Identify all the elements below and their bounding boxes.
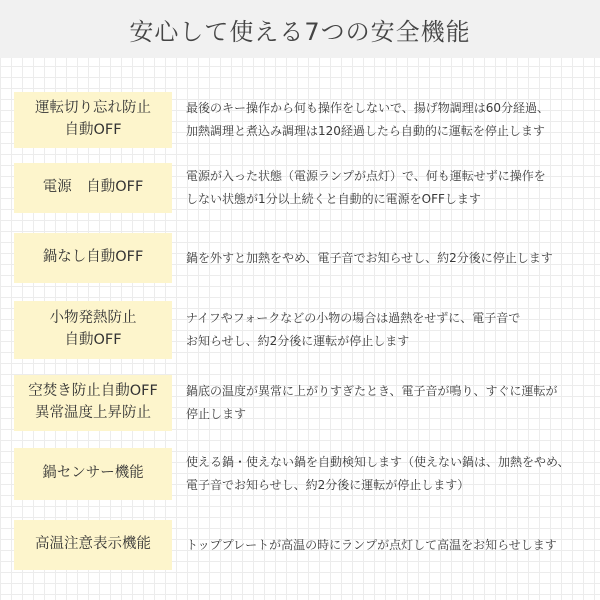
feature-description-line: 電源が入った状態（電源ランプが点灯）で、何も運転せずに操作を — [186, 169, 546, 184]
feature-label-line: 異常温度上昇防止 — [35, 405, 151, 421]
feature-description-line: 使える鍋・使えない鍋を自動検知します（使えない鍋は、加熱をやめ、 — [186, 455, 570, 470]
feature-row — [0, 163, 600, 213]
feature-description — [186, 233, 588, 283]
feature-description-line: ナイフやフォークなどの小物の場合は過熱をせずに、電子音で — [186, 311, 521, 326]
feature-label-line: 自動OFF — [64, 122, 122, 138]
feature-row — [0, 233, 600, 283]
feature-label-box — [14, 301, 172, 359]
feature-row — [0, 301, 600, 359]
feature-label-line: 電源 自動OFF — [42, 179, 144, 196]
feature-label-box — [14, 520, 172, 570]
feature-label-box — [14, 163, 172, 213]
feature-description-line: お知らせし、約2分後に運転が停止します — [186, 334, 410, 348]
feature-label-box — [14, 233, 172, 283]
feature-description-line: 加熱調理と煮込み調理は120経過したら自動的に運転を停止します — [186, 124, 545, 138]
feature-label-line: 自動OFF — [64, 332, 122, 348]
header-bar — [0, 0, 600, 58]
feature-description-line: 最後のキー操作から何も操作をしないで、揚げ物調理は60分経過、 — [186, 101, 550, 116]
feature-label-line: 高温注意表示機能 — [35, 536, 151, 553]
feature-description — [186, 163, 588, 213]
feature-description-line: トッププレートが高温の時にランプが点灯して高温をお知らせします — [186, 537, 557, 552]
feature-description-line: 電子音でお知らせし、約2分後に運転が停止します） — [186, 478, 470, 492]
feature-description-line: しない状態が1分以上続くと自動的に電源をOFFします — [186, 192, 481, 206]
feature-description — [186, 92, 588, 148]
feature-description-line: 停止します — [186, 407, 247, 421]
feature-label-line: 運転切り忘れ防止 — [35, 100, 151, 117]
feature-row — [0, 520, 600, 570]
feature-label-line: 空焚き防止自動OFF — [28, 383, 158, 400]
feature-description — [186, 448, 588, 500]
feature-description-line: 鍋を外すと加熱をやめ、電子音でお知らせし、約2分後に停止します — [186, 250, 553, 265]
page-title: 安心して使える7つの安全機能 — [129, 17, 471, 46]
feature-label-box — [14, 375, 172, 431]
feature-label-box — [14, 92, 172, 148]
feature-row — [0, 375, 600, 431]
feature-row — [0, 448, 600, 500]
feature-description-line: 鍋底の温度が異常に上がりすぎたとき、電子音が鳴り、すぐに運転が — [186, 384, 558, 399]
feature-label-line: 小物発熱防止 — [49, 310, 137, 327]
feature-description — [186, 375, 588, 431]
feature-label-line: 鍋センサー機能 — [42, 465, 144, 482]
feature-row — [0, 92, 600, 148]
feature-description — [186, 301, 588, 359]
feature-description — [186, 520, 588, 570]
feature-label-line: 鍋なし自動OFF — [42, 249, 144, 266]
feature-label-box — [14, 448, 172, 500]
